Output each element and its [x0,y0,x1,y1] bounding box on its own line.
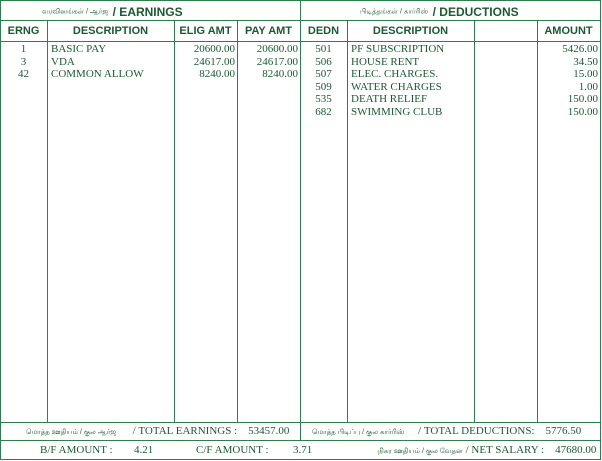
header-erng: ERNG [7,25,40,37]
deduction-description: DEATH RELIEF [351,93,428,106]
earnings-title-tamil: வரவினங்கள் / ஆர்ஜ [42,8,109,16]
total-deductions [312,425,581,437]
deduction-code: 509 [315,80,332,93]
deduction-amount: 1.00 [578,80,598,93]
deductions-description-column [351,43,473,119]
rule-summary-top [0,440,601,441]
deductions-title-tamil: பிடித்தங்கள் / கார்ரிஸ் [360,8,429,16]
earnings-pay-amount: 24617.00 [256,55,298,68]
deduction-description: WATER CHARGES [351,80,442,93]
deduction-description: SWIMMING CLUB [351,105,443,118]
earnings-code: 42 [18,68,29,81]
total-earnings-label: / TOTAL EARNINGS : [132,425,238,437]
earnings-pay-amount: 20600.00 [256,43,298,55]
header-amount: AMOUNT [544,25,593,37]
earnings-elig-amount: 8240.00 [199,68,235,81]
deduction-code: 682 [315,105,332,118]
deduction-description: ELEC. CHARGES. [351,68,439,81]
earnings-title-english: / EARNINGS [112,4,183,19]
earnings-elig-column [174,43,235,81]
earnings-description: VDA [51,55,75,68]
earnings-pay-amount: 8240.00 [262,68,298,81]
earnings-elig-amount: 20600.00 [193,43,235,55]
net-salary [378,444,596,456]
header-elig-amt: ELIG AMT [179,25,232,37]
header-dedn: DEDN [307,25,340,37]
header-earnings-description: DESCRIPTION [72,25,149,37]
total-deductions-label: / TOTAL DEDUCTIONS: [418,425,535,437]
deduction-amount: 15.00 [573,68,598,81]
deduction-amount: 34.50 [573,55,598,68]
earnings-description-column [51,43,173,81]
deduction-amount: 5426.00 [562,43,598,55]
earnings-code: 3 [20,55,27,68]
net-salary-value: 47680.00 [555,444,597,456]
rule-col-erng [47,20,48,422]
cf-amount-value: 3.71 [293,444,313,456]
total-earnings-tamil: மொத்த ஊதியம் / குல ஆர்ஜ [26,429,117,436]
deductions-code-column [300,43,347,119]
deduction-amount: 150.00 [567,93,598,106]
deductions-title-english: / DEDUCTIONS [432,4,519,19]
cf-amount-label: C/F AMOUNT : [196,444,269,456]
deduction-code: 506 [315,55,332,68]
deduction-description: PF SUBSCRIPTION [351,43,445,55]
deduction-amount: 150.00 [567,105,598,118]
deduction-code: 507 [315,68,332,81]
total-deductions-tamil: மொத்த பிடிப்பு / குல கார்ரிஸ் [312,429,405,436]
total-deductions-value: 5776.50 [545,425,582,437]
earnings-code-column [0,43,47,81]
net-salary-tamil: நிகர ஊதியம் / குல வேதன [378,448,463,455]
earnings-elig-amount: 24617.00 [193,55,235,68]
bf-amount-value: 4.21 [134,444,154,456]
earnings-code: 1 [20,43,27,55]
rule-col-ddesc [474,20,475,422]
total-earnings-value: 53457.00 [248,425,290,437]
header-pay-amt: PAY AMT [244,25,293,37]
net-salary-label: / NET SALARY : [465,444,545,456]
earnings-pay-column [237,43,298,81]
deduction-description: HOUSE RENT [351,55,420,68]
earnings-title [42,3,183,21]
rule-col-dedn [347,20,348,422]
deduction-code: 535 [315,93,332,106]
bf-amount-label: B/F AMOUNT : [40,444,113,456]
earnings-description: COMMON ALLOW [51,68,144,81]
earnings-description: BASIC PAY [51,43,107,55]
deduction-code: 501 [315,43,332,55]
total-earnings [26,425,289,437]
deductions-title [360,3,519,21]
header-deductions-description: DESCRIPTION [372,25,449,37]
deductions-amount-column [537,43,598,119]
